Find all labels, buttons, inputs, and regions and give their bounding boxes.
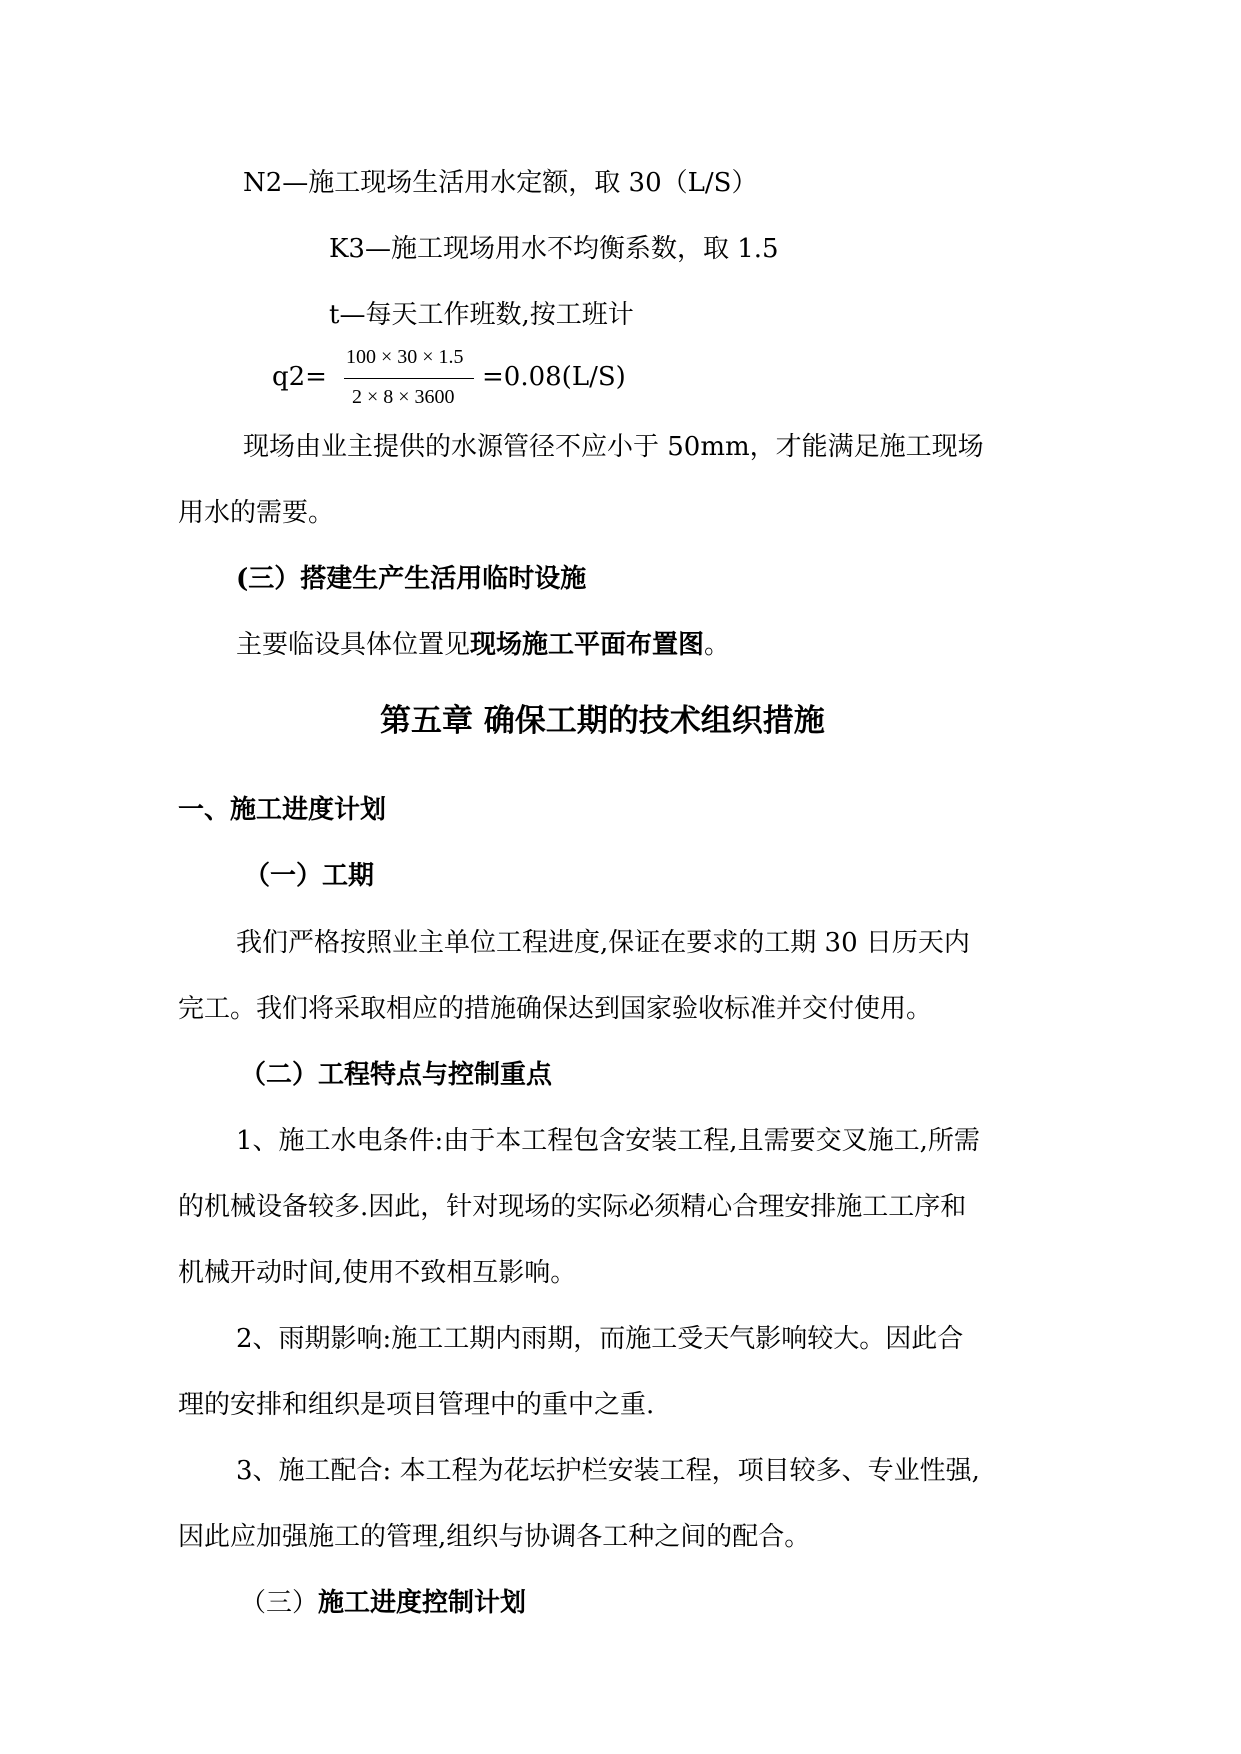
item-1-line2: 的机械设备较多.因此，针对现场的实际必须精心合理安排施工工序和 [178,1192,967,1222]
item-3-line1: 3、施工配合: 本工程为花坛护栏安装工程，项目较多、专业性强, [236,1456,980,1486]
subsection-3-title: 施工进度控制计划 [318,1588,527,1618]
period-paragraph-line2: 完工。我们将采取相应的措施确保达到国家验收标准并交付使用。 [178,994,933,1024]
site-layout-reference: 现场施工平面布置图 [470,630,705,660]
formula-rhs: =0.08(L/S) [482,362,626,392]
temp-facilities-prefix: 主要临设具体位置见 [236,630,471,660]
temp-facilities-paragraph [236,628,730,662]
subsection-1-heading: （一）工期 [244,861,375,891]
item-2-line2: 理的安排和组织是项目管理中的重中之重. [178,1390,655,1420]
k3-definition: K3—施工现场用水不均衡系数，取 1.5 [329,234,779,264]
item-2-line1: 2、雨期影响:施工工期内雨期，而施工受天气影响较大。因此合 [236,1324,964,1354]
water-pipe-paragraph-line2: 用水的需要。 [178,498,335,528]
fraction-bar [344,378,474,379]
item-3-line2: 因此应加强施工的管理,组织与协调各工种之间的配合。 [178,1522,811,1552]
subsection-3-prefix: （三） [240,1588,319,1618]
water-pipe-paragraph-line1: 现场由业主提供的水源管径不应小于 50mm，才能满足施工现场 [243,432,984,462]
section-3-heading: (三）搭建生产生活用临时设施 [236,564,587,594]
subsection-2-heading: （二）工程特点与控制重点 [240,1060,553,1090]
subsection-3-heading [240,1586,526,1620]
formula-numerator: 100 × 30 × 1.5 [346,346,464,368]
section-1-heading: 一、施工进度计划 [178,795,387,825]
chapter-title: 第五章 确保工期的技术组织措施 [380,703,825,739]
item-1-line1: 1、施工水电条件:由于本工程包含安装工程,且需要交叉施工,所需 [236,1126,980,1156]
formula-lhs: q2= [272,362,327,392]
formula-denominator: 2 × 8 × 3600 [352,386,455,408]
period-paragraph-line1: 我们严格按照业主单位工程进度,保证在要求的工期 30 日历天内 [236,928,970,958]
temp-facilities-suffix: 。 [704,630,731,660]
n2-definition: N2—施工现场生活用水定额，取 30（L/S） [243,168,758,198]
t-definition: t—每天工作班数,按工班计 [329,300,634,330]
item-1-line3: 机械开动时间,使用不致相互影响。 [178,1258,577,1288]
